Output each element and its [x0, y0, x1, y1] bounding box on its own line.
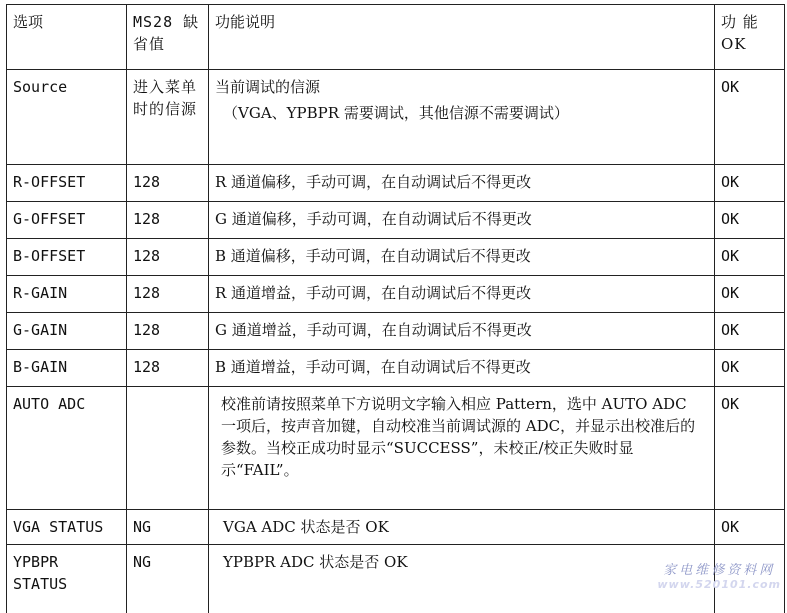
table-row — [7, 510, 785, 545]
ok-cell: OK — [715, 202, 785, 239]
watermark-url: www.520101.com — [657, 578, 781, 591]
option-cell: B-GAIN — [7, 350, 127, 387]
ok-cell: OK — [715, 510, 785, 545]
function-table — [6, 4, 785, 613]
option-cell: R-GAIN — [7, 276, 127, 313]
default-cell: NG — [127, 545, 209, 613]
default-cell: 128 — [127, 165, 209, 202]
default-cell: NG — [127, 510, 209, 545]
ok-cell — [715, 545, 785, 613]
description-cell — [209, 70, 715, 165]
description-cell: B 通道增益，手动可调，在自动调试后不得更改 — [209, 350, 715, 387]
default-cell: 128 — [127, 239, 209, 276]
table-row — [7, 313, 785, 350]
default-cell: 进入菜单时的信源 — [127, 70, 209, 165]
description-cell: G 通道偏移，手动可调，在自动调试后不得更改 — [209, 202, 715, 239]
default-cell: 128 — [127, 350, 209, 387]
description-cell: 校准前请按照菜单下方说明文字输入相应 Pattern，选中 AUTO ADC 一项后，按声音加键，自动校准当前调试源的 ADC，并显示出校准后的参数。当校正成功时显示“SUCCESS”，未校正/校正失败时显示“FAIL”。 — [209, 387, 715, 510]
header-func-ok: 功 能 OK — [715, 5, 785, 70]
description-cell: B 通道偏移，手动可调，在自动调试后不得更改 — [209, 239, 715, 276]
table-row — [7, 276, 785, 313]
description-cell: R 通道增益，手动可调，在自动调试后不得更改 — [209, 276, 715, 313]
default-cell: 128 — [127, 202, 209, 239]
description-cell: R 通道偏移，手动可调，在自动调试后不得更改 — [209, 165, 715, 202]
table-header-row — [7, 5, 785, 70]
option-cell: G-GAIN — [7, 313, 127, 350]
default-cell: 128 — [127, 313, 209, 350]
ok-cell: OK — [715, 239, 785, 276]
description-cell: VGA ADC 状态是否 OK — [209, 510, 715, 545]
table-row — [7, 350, 785, 387]
default-cell — [127, 387, 209, 510]
option-cell: B-OFFSET — [7, 239, 127, 276]
option-cell: AUTO ADC — [7, 387, 127, 510]
description-cell: G 通道增益，手动可调，在自动调试后不得更改 — [209, 313, 715, 350]
ok-cell: OK — [715, 276, 785, 313]
watermark-title: 家电维修资料网 — [657, 559, 781, 578]
table-row — [7, 387, 785, 510]
ok-cell: OK — [715, 350, 785, 387]
header-description: 功能说明 — [209, 5, 715, 70]
description-note: （VGA、YPBPR 需要调试，其他信源不需要调试） — [215, 102, 708, 124]
option-cell: VGA STATUS — [7, 510, 127, 545]
ok-cell: OK — [715, 313, 785, 350]
table-row — [7, 202, 785, 239]
option-cell: R-OFFSET — [7, 165, 127, 202]
table-row — [7, 239, 785, 276]
table-row — [7, 545, 785, 613]
option-cell: G-OFFSET — [7, 202, 127, 239]
ok-cell: OK — [715, 165, 785, 202]
description-cell: YPBPR ADC 状态是否 OK — [209, 545, 715, 613]
header-option: 选项 — [7, 5, 127, 70]
ok-cell: OK — [715, 70, 785, 165]
default-cell: 128 — [127, 276, 209, 313]
description-text: 当前调试的信源 — [215, 78, 320, 96]
option-cell: YPBPR STATUS — [7, 545, 127, 613]
table-row — [7, 165, 785, 202]
table-row — [7, 70, 785, 165]
option-cell: Source — [7, 70, 127, 165]
header-default: MS28 缺省值 — [127, 5, 209, 70]
ok-cell: OK — [715, 387, 785, 510]
